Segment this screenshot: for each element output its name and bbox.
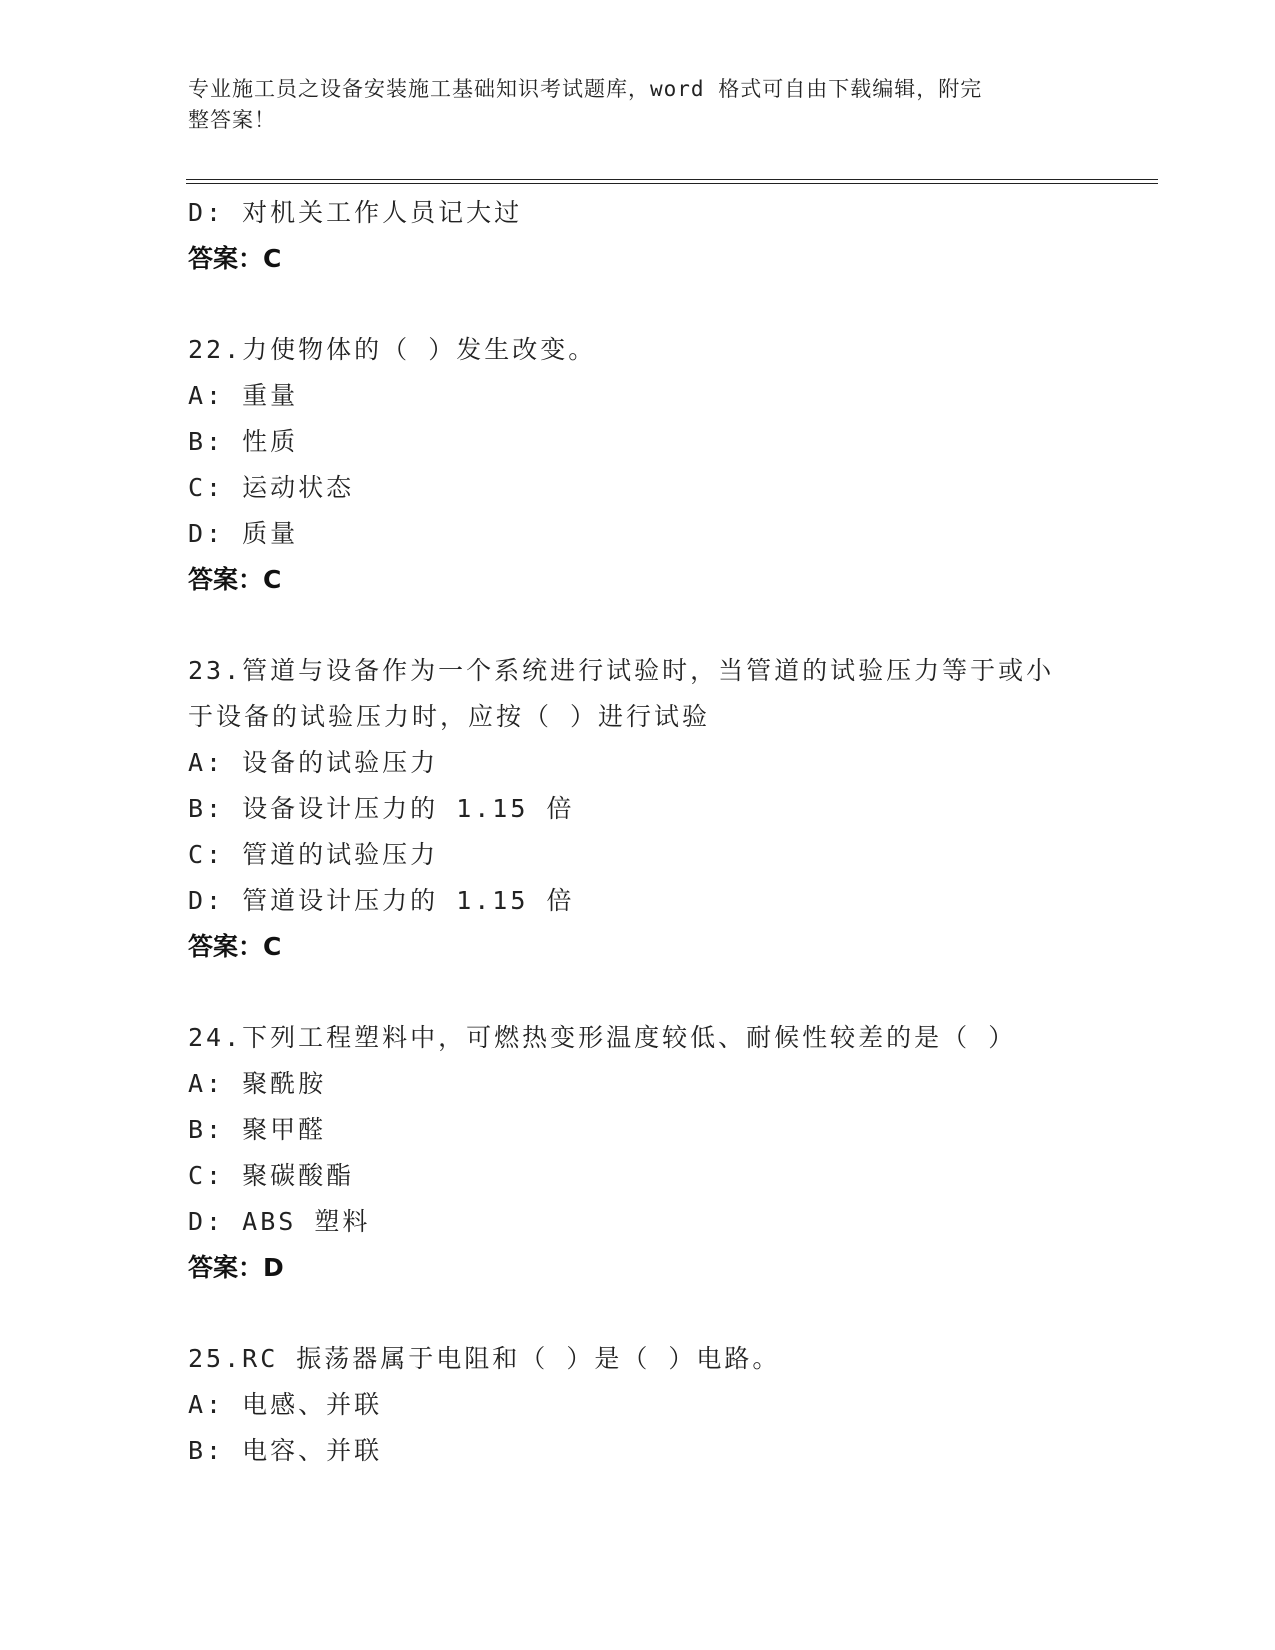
answer-line: 答案：C [188,932,282,961]
option-b: B: 聚甲醛 [188,1115,327,1144]
header-title-line-2: 整答案！ [188,108,276,132]
question-stem-line-2: 于设备的试验压力时，应按（ ）进行试验 [188,702,711,731]
header-divider-top [186,179,1158,180]
option-a: A: 设备的试验压力 [188,748,439,777]
previous-question-tail [188,190,1088,282]
question-stem: 22.力使物体的（ ）发生改变。 [188,335,597,364]
option-b: B: 电容、并联 [188,1436,383,1465]
question-stem-line-1: 23.管道与设备作为一个系统进行试验时，当管道的试验压力等于或小 [188,656,1055,685]
answer-line: 答案：D [188,1253,284,1282]
question-24 [188,1015,1088,1291]
header-title-line-1: 专业施工员之设备安装施工基础知识考试题库，word 格式可自由下载编辑，附完 [188,77,983,101]
answer-line: 答案：C [188,565,282,594]
option-a: A: 聚酰胺 [188,1069,327,1098]
option-a: A: 重量 [188,381,299,410]
option-c: C: 运动状态 [188,473,355,502]
question-25 [188,1336,1088,1474]
question-23 [188,648,1088,970]
question-stem: 25.RC 振荡器属于电阻和（ ）是（ ）电路。 [188,1344,781,1373]
answer-line: 答案：C [188,244,282,273]
question-22 [188,327,1088,603]
option-d: D: 对机关工作人员记大过 [188,198,523,227]
option-a: A: 电感、并联 [188,1390,383,1419]
option-c: C: 管道的试验压力 [188,840,439,869]
option-d: D: 质量 [188,519,299,548]
option-c: C: 聚碳酸酯 [188,1161,355,1190]
document-header [188,74,1068,136]
question-stem: 24.下列工程塑料中，可燃热变形温度较低、耐候性较差的是（ ） [188,1023,1017,1052]
option-d: D: ABS 塑料 [188,1207,371,1236]
header-divider-bottom [186,183,1158,184]
option-d: D: 管道设计压力的 1.15 倍 [188,886,575,915]
question-list [188,190,1088,1474]
option-b: B: 性质 [188,427,299,456]
option-b: B: 设备设计压力的 1.15 倍 [188,794,575,823]
